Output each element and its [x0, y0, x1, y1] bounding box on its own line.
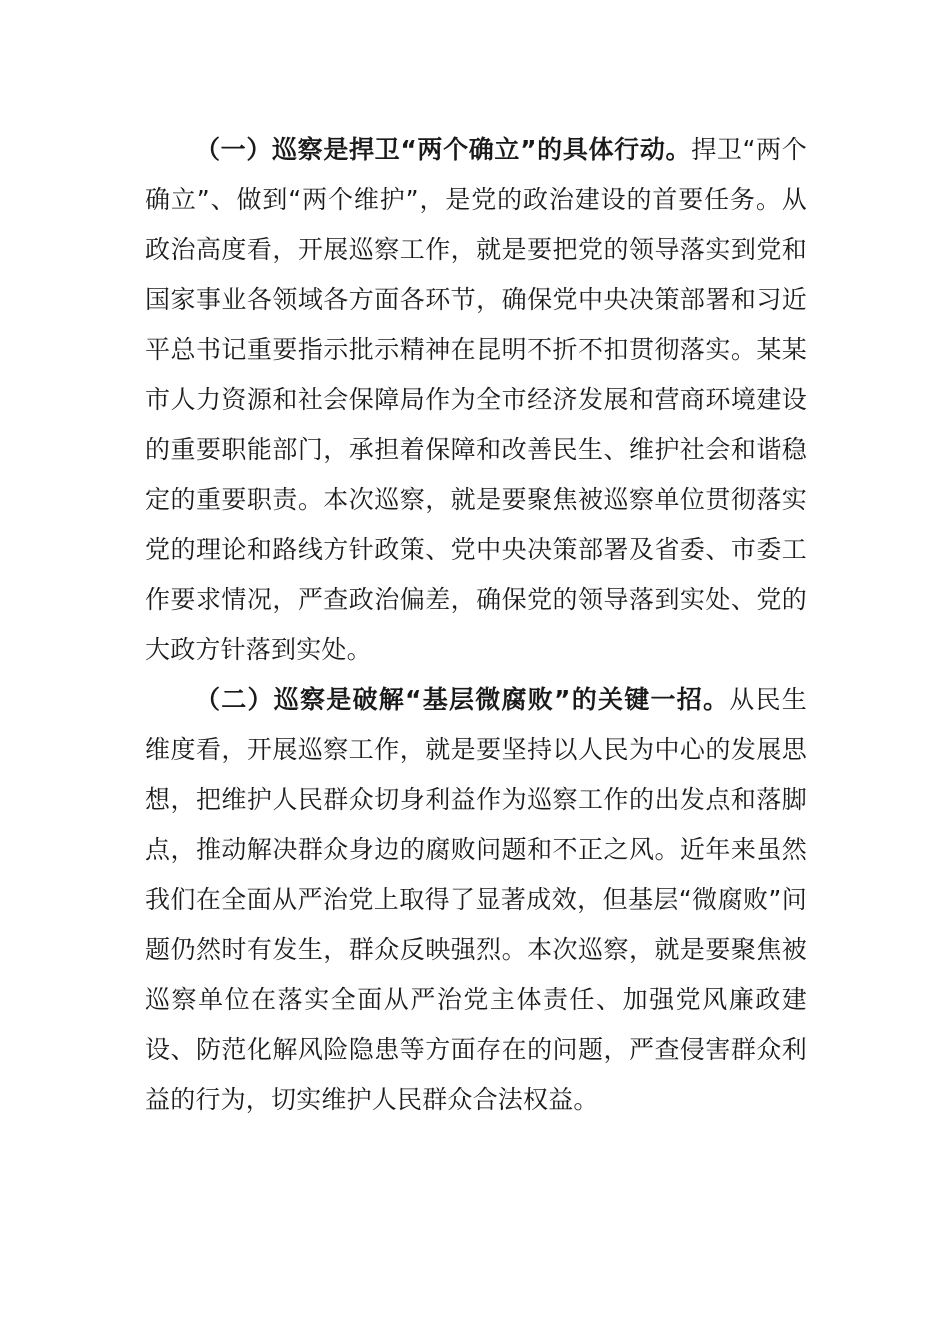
paragraph-2-heading: （二）巡察是破解“基层微腐败”的关键一招。	[195, 685, 730, 714]
paragraph-1	[145, 125, 807, 675]
paragraph-2	[145, 675, 807, 1125]
paragraph-1-heading: （一）巡察是捍卫“两个确立”的具体行动。	[195, 135, 692, 164]
paragraph-2-text: 从民生维度看，开展巡察工作，就是要坚持以人民为中心的发展思想，把维护人民群众切身利益作为巡察工作的出发点和落脚点，推动解决群众身边的腐败问题和不正之风。近年来虽然我们在全面从严治党上取得了显著成效，但基层“微腐败”问题仍然时有发生，群众反映强烈。本次巡察，就是要聚焦被巡察单位在落实全面从严治党主体责任、加强党风廉政建设、防范化解风险隐患等方面存在的问题，严查侵害群众利益的行为，切实维护人民群众合法权益。	[145, 685, 807, 1114]
document-body	[145, 125, 807, 1125]
paragraph-1-text: 捍卫“两个确立”、做到“两个维护”，是党的政治建设的首要任务。从政治高度看，开展巡察工作，就是要把党的领导落实到党和国家事业各领域各方面各环节，确保党中央决策部署和习近平总书记重要指示批示精神在昆明不折不扣贯彻落实。某某市人力资源和社会保障局作为全市经济发展和营商环境建设的重要职能部门，承担着保障和改善民生、维护社会和谐稳定的重要职责。本次巡察，就是要聚焦被巡察单位贯彻落实党的理论和路线方针政策、党中央决策部署及省委、市委工作要求情况，严查政治偏差，确保党的领导落到实处、党的大政方针落到实处。	[145, 135, 808, 664]
